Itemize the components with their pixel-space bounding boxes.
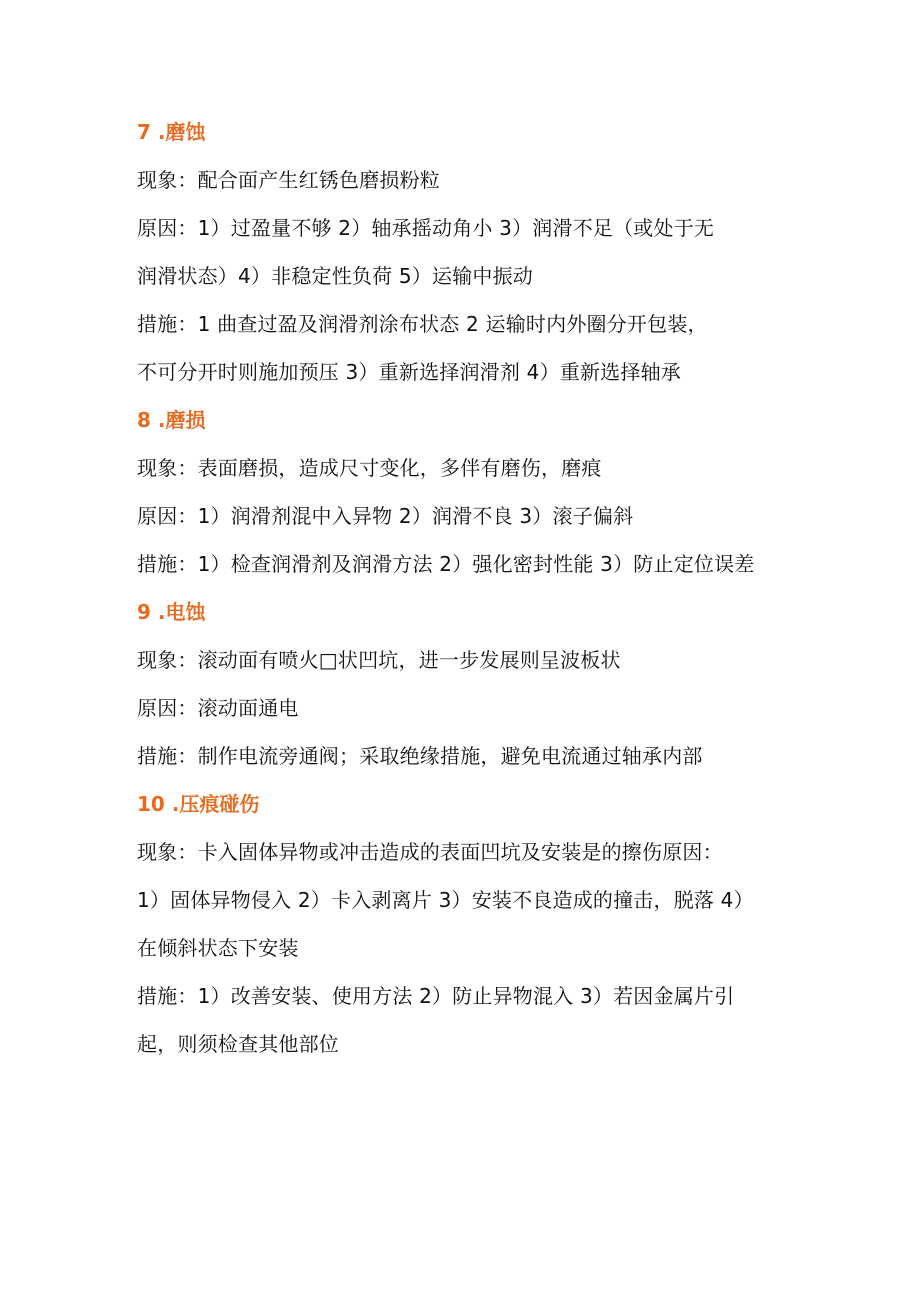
document-body (137, 108, 797, 1068)
measure-line: 措施：1 曲查过盈及润滑剂涂布状态 2 运输时内外圈分开包装， (137, 312, 708, 336)
phenomenon-line: 现象：卡入固体异物或冲击造成的表面凹坑及安装是的擦伤原因： (137, 840, 723, 864)
measure-line: 措施：1）检查润滑剂及润滑方法 2）强化密封性能 3）防止定位误差 (137, 552, 755, 576)
cause-line: 1）固体异物侵入 2）卡入剥离片 3）安装不良造成的撞击，脱落 4） (137, 888, 754, 912)
cause-line: 原因：1）过盈量不够 2）轴承摇动角小 3）润滑不足（或处于无 (137, 216, 715, 240)
section-heading: 9 .电蚀 (137, 600, 206, 624)
section-heading: 7 .磨蚀 (137, 120, 206, 144)
measure-line: 措施：制作电流旁通阀；采取绝缘措施，避免电流通过轴承内部 (137, 744, 703, 768)
cause-line-continued: 润滑状态）4）非稳定性负荷 5）运输中振动 (137, 264, 534, 288)
measure-line-continued: 起，则须检查其他部位 (137, 1032, 339, 1056)
cause-line: 原因：1）润滑剂混中入异物 2）润滑不良 3）滚子偏斜 (137, 504, 634, 528)
section-heading: 8 .磨损 (137, 408, 206, 432)
phenomenon-line: 现象：滚动面有喷火□状凹坑，进一步发展则呈波板状 (137, 648, 621, 672)
cause-line: 原因：滚动面通电 (137, 696, 299, 720)
phenomenon-line: 现象：配合面产生红锈色磨损粉粒 (137, 168, 440, 192)
section-wear (137, 396, 797, 588)
measure-line-continued: 不可分开时则施加预压 3）重新选择润滑剂 4）重新选择轴承 (137, 360, 681, 384)
cause-line-continued: 在倾斜状态下安装 (137, 936, 299, 960)
section-abrasion-corrosion (137, 108, 797, 396)
section-heading: 10 .压痕碰伤 (137, 792, 260, 816)
section-indentation-damage (137, 780, 797, 1068)
phenomenon-line: 现象：表面磨损，造成尺寸变化，多伴有磨伤，磨痕 (137, 456, 602, 480)
section-electrical-erosion (137, 588, 797, 780)
measure-line: 措施：1）改善安装、使用方法 2）防止异物混入 3）若因金属片引 (137, 984, 735, 1008)
